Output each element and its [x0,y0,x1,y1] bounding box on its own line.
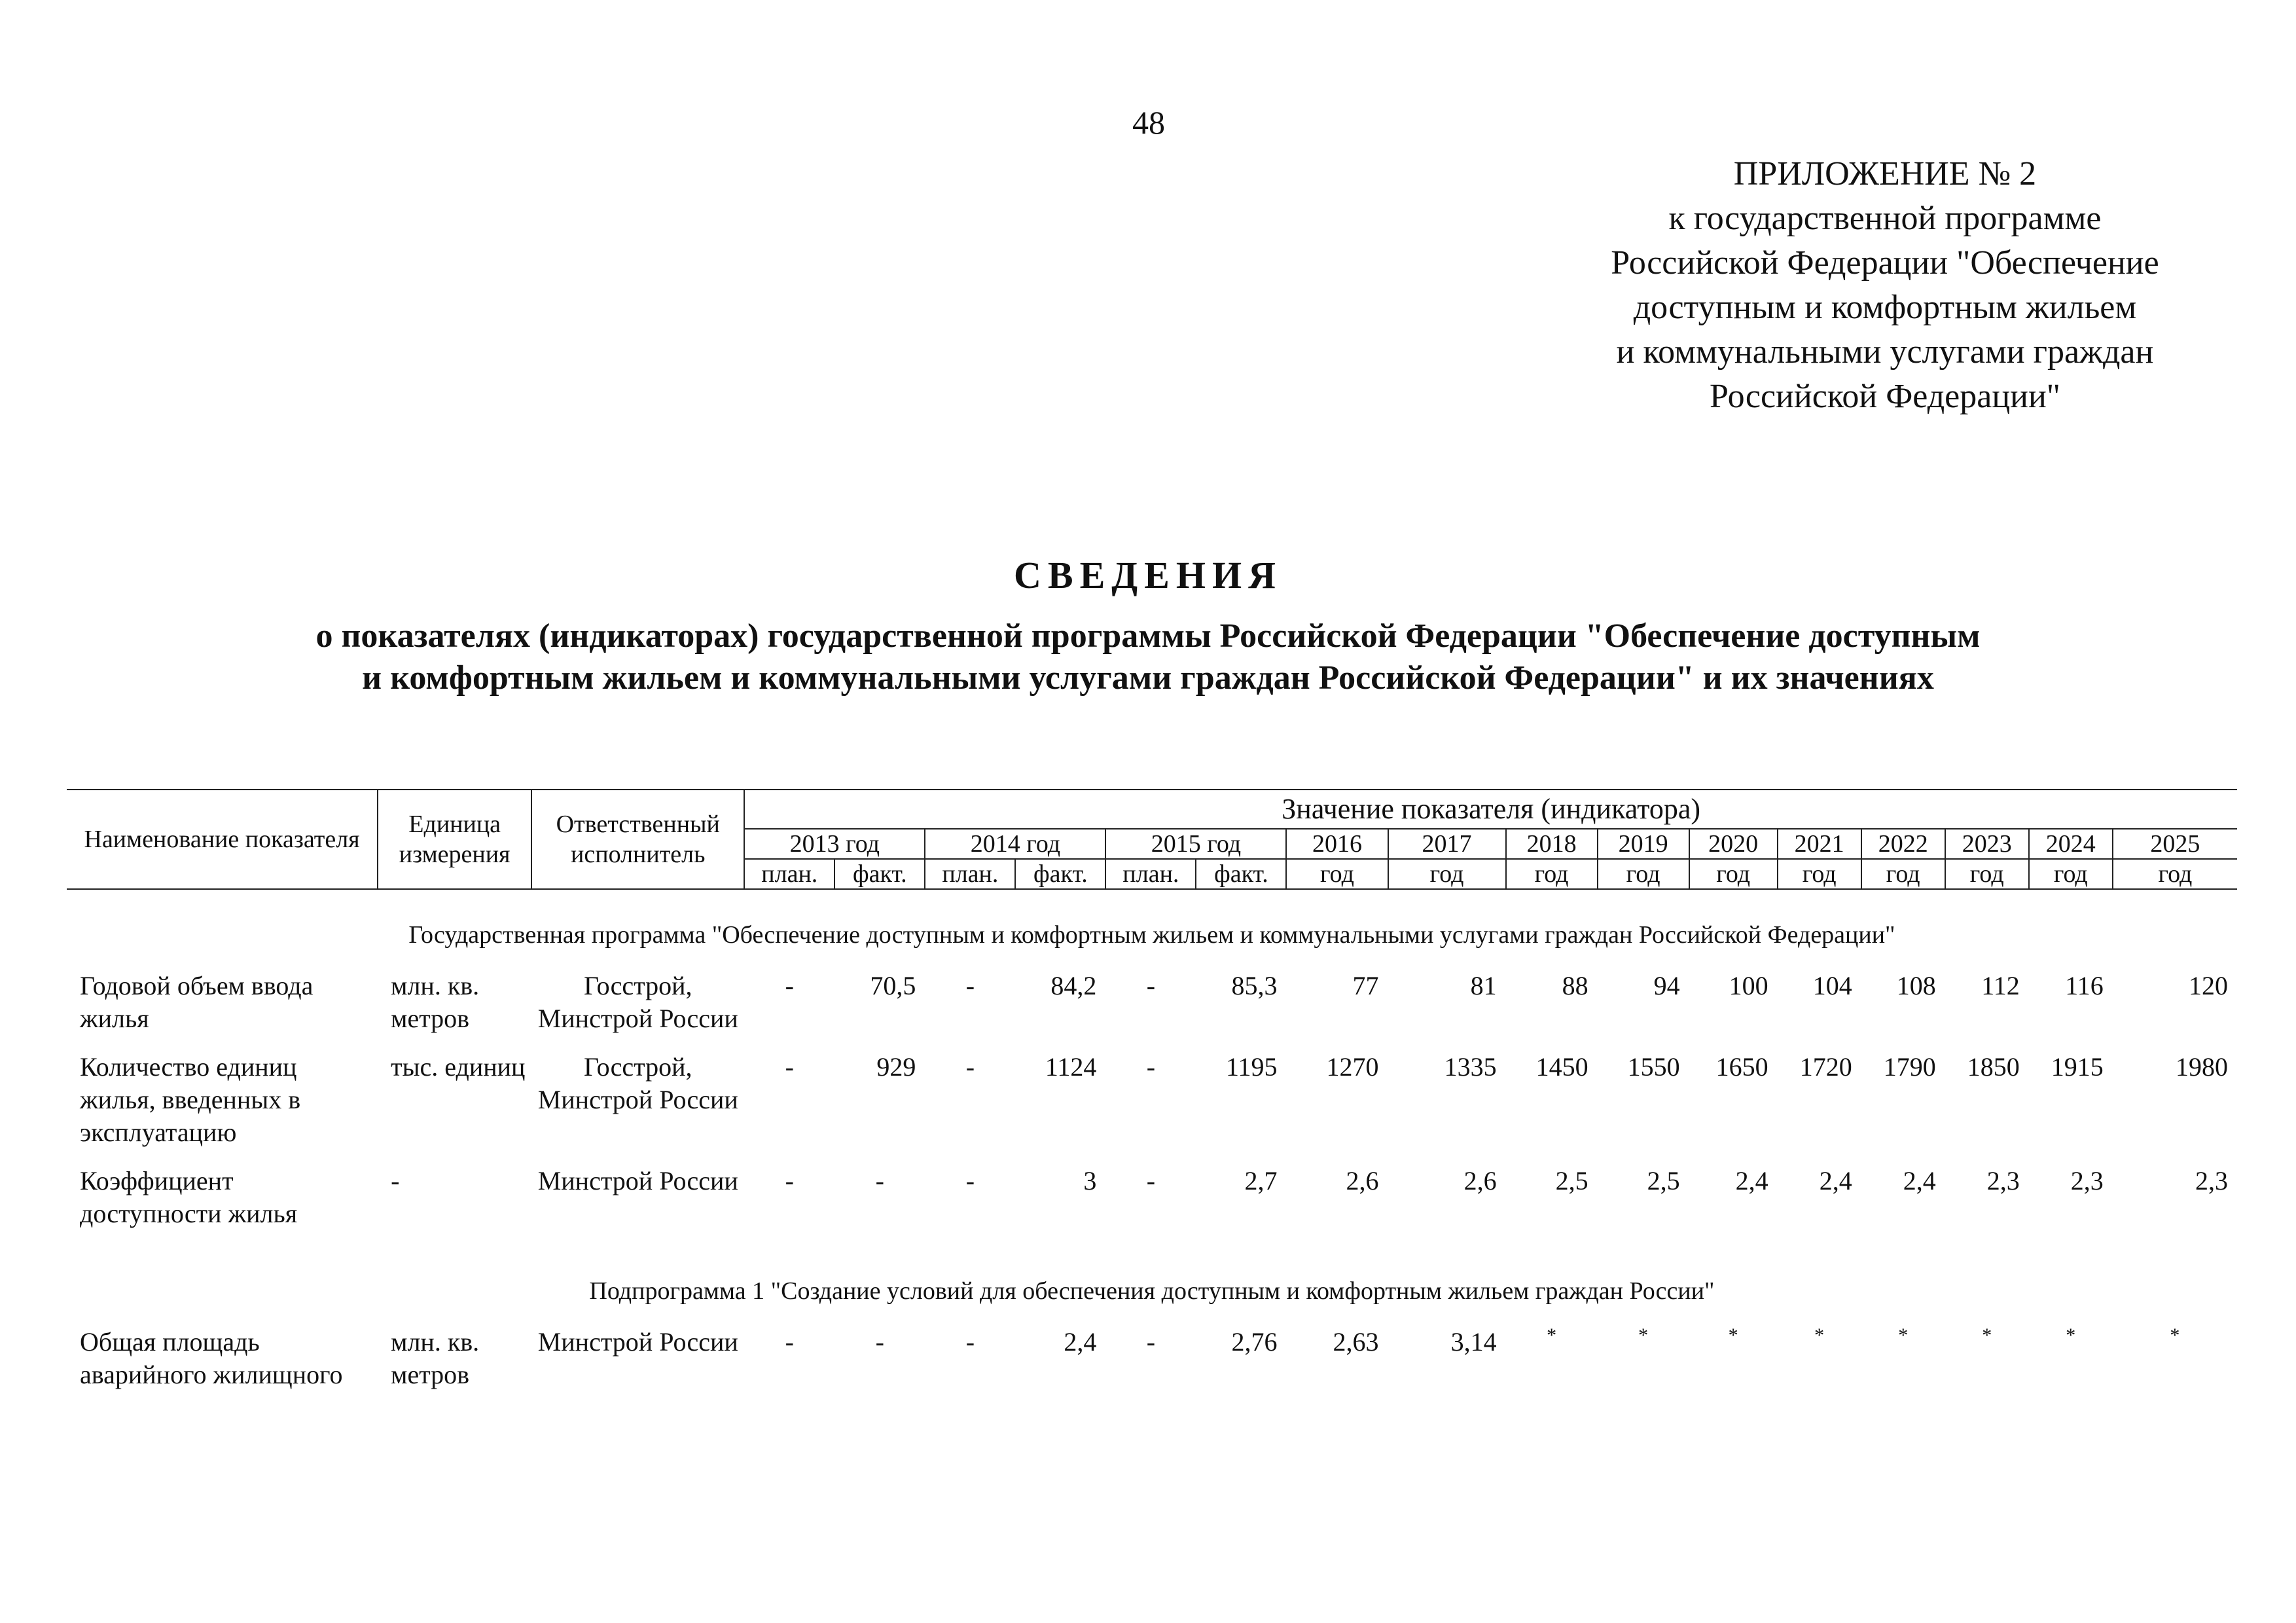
indicator-value: * [1982,1326,1992,1346]
header-fact: факт. [1196,859,1286,889]
header-year-2014: 2014 год [925,829,1105,859]
appendix-line: доступным и комфортным жильем [1633,289,2137,326]
table-row [67,1165,2237,1246]
header-plan: план. [1105,859,1196,889]
header-year: 2016 [1286,829,1388,859]
section-row [67,1246,2237,1326]
appendix-line: к государственной программе [1668,200,2102,237]
indicator-value: 2,4 [1819,1166,1852,1195]
header-value-group: Значение показателя (индикатора) [744,790,2237,829]
indicator-value: 1335 [1444,1052,1497,1082]
header-year-word: год [1286,859,1388,889]
indicator-value: 2,4 [1735,1166,1768,1195]
indicator-value: 88 [1562,971,1588,1000]
indicator-value: 3 [1083,1166,1097,1195]
appendix-line: Российской Федерации "Обеспечение [1611,244,2159,282]
header-year-word: год [1778,859,1861,889]
indicator-value: 2,6 [1346,1166,1379,1195]
indicator-value: * [1898,1326,1909,1346]
header-year: 2018 [1506,829,1598,859]
appendix-line: Российской Федерации" [1709,378,2061,415]
page-number: 48 [1132,104,1165,141]
indicator-value: 1980 [2176,1052,2228,1082]
header-year: 2021 [1778,829,1861,859]
indicator-value: - [1146,971,1156,1000]
header-year-word: год [1945,859,2029,889]
header-year-word: год [1506,859,1598,889]
header-year: 2022 [1861,829,1945,859]
indicator-value: 94 [1653,971,1680,1000]
indicator-value: - [875,1327,884,1357]
indicator-value: 70,5 [870,971,916,1000]
header-year: 2019 [1598,829,1689,859]
section-row [67,889,2237,970]
indicator-value: 2,5 [1647,1166,1680,1195]
header-unit: Единица измерения [378,790,531,889]
indicator-value: 85,3 [1231,971,1278,1000]
section-title: Государственная программа "Обеспечение доступным и комфортным жильем и коммунальными услугами граждан Российской Федерации" [408,921,1895,949]
indicator-value: 929 [876,1052,916,1082]
header-executor: Ответственный исполнитель [531,790,744,889]
header-year-word: год [1598,859,1689,889]
indicator-executor: Госстрой, Минстрой России [537,971,738,1033]
indicator-value: 120 [2189,971,2228,1000]
table-row [67,1051,2237,1165]
indicator-value: 1550 [1627,1052,1680,1082]
document-title: СВЕДЕНИЯ [1014,554,1282,596]
indicator-value: 1270 [1326,1052,1379,1082]
header-year-word: год [1861,859,1945,889]
indicator-value: - [965,1166,975,1195]
indicator-value: 81 [1470,971,1497,1000]
indicator-value: - [1146,1166,1156,1195]
header-year: 2024 [2029,829,2113,859]
header-year-2013: 2013 год [744,829,925,859]
indicator-unit: млн. кв. метров [391,971,480,1033]
indicator-value: - [965,971,975,1000]
indicator-value: 2,3 [2195,1166,2228,1195]
indicator-value: * [2170,1326,2180,1346]
indicator-unit: млн. кв. метров [391,1327,480,1389]
indicator-value: * [1814,1326,1825,1346]
section-title: Подпрограмма 1 "Создание условий для обеспечения доступным и комфортным жильем граждан России" [589,1277,1715,1305]
indicator-value: - [785,1052,794,1082]
indicator-value: 100 [1729,971,1768,1000]
header-year-word: год [1388,859,1506,889]
indicator-value: - [965,1052,975,1082]
header-plan: план. [925,859,1015,889]
indicator-executor: Госстрой, Минстрой России [537,1052,738,1114]
indicator-value: 2,6 [1463,1166,1497,1195]
indicator-value: 84,2 [1050,971,1097,1000]
indicator-value: 108 [1896,971,1936,1000]
indicator-value: - [785,1327,794,1357]
table-row [67,970,2237,1051]
indicator-value: * [1638,1326,1649,1346]
indicator-value: - [875,1166,884,1195]
indicator-value: 1124 [1045,1052,1097,1082]
indicator-value: 2,5 [1555,1166,1588,1195]
indicator-value: 2,7 [1244,1166,1278,1195]
indicator-value: 1915 [2051,1052,2104,1082]
indicator-value: 112 [1981,971,2020,1000]
indicator-value: - [1146,1327,1156,1357]
indicator-unit: - [391,1166,400,1195]
indicator-value: 1790 [1883,1052,1936,1082]
indicator-value: - [1146,1052,1156,1082]
header-year-word: год [2113,859,2237,889]
indicator-value: - [965,1327,975,1357]
table-row [67,1326,2237,1407]
header-year: 2020 [1689,829,1778,859]
indicator-value: 1650 [1715,1052,1768,1082]
indicator-value: 2,3 [1986,1166,2020,1195]
indicator-value: 1720 [1799,1052,1852,1082]
indicator-executor: Минстрой России [537,1166,738,1195]
indicator-name: Годовой объем ввода жилья [80,971,314,1033]
header-plan: план. [744,859,834,889]
header-year-word: год [1689,859,1778,889]
header-year: 2023 [1945,829,2029,859]
indicator-value: 2,4 [1903,1166,1936,1195]
subtitle-line: и комфортным жильем и коммунальными услугами граждан Российской Федерации" и их значениях [362,659,1934,697]
indicator-value: 116 [2065,971,2104,1000]
indicator-value: * [2066,1326,2076,1346]
indicator-value: 2,3 [2070,1166,2104,1195]
indicator-value: 77 [1352,971,1379,1000]
indicator-value: 2,63 [1333,1327,1379,1357]
indicator-name: Количество единиц жилья, введенных в эксплуатацию [80,1052,301,1147]
header-year: 2025 [2113,829,2237,859]
indicator-name: Коэффициент доступности жилья [80,1166,298,1228]
table-body [67,889,2237,1407]
indicator-value: 104 [1812,971,1852,1000]
subtitle-line: о показателях (индикаторах) государственной программы Российской Федерации "Обеспечение доступным [315,617,1981,655]
indicators-table [67,789,2237,1407]
indicator-value: 3,14 [1450,1327,1497,1357]
indicator-value: 2,76 [1231,1327,1278,1357]
indicator-unit: тыс. единиц [391,1052,526,1082]
indicator-executor: Минстрой России [537,1327,738,1357]
indicator-value: 1850 [1967,1052,2020,1082]
header-fact: факт. [1015,859,1105,889]
indicator-value: * [1728,1326,1738,1346]
indicator-value: - [785,971,794,1000]
indicator-value: * [1547,1326,1557,1346]
indicator-value: 2,4 [1064,1327,1097,1357]
indicator-value: 1195 [1225,1052,1278,1082]
appendix-title: ПРИЛОЖЕНИЕ № 2 [1733,155,2037,192]
indicator-name: Общая площадь аварийного жилищного [80,1327,343,1389]
indicator-value: - [785,1166,794,1195]
header-year-2015: 2015 год [1105,829,1286,859]
indicator-value: 1450 [1535,1052,1588,1082]
header-year: 2017 [1388,829,1506,859]
appendix-line: и коммунальными услугами граждан [1616,333,2154,371]
header-name: Наименование показателя [67,790,378,889]
document-subtitle [131,615,2165,699]
header-fact: факт. [834,859,925,889]
header-year-word: год [2029,859,2113,889]
appendix-block [1532,152,2238,419]
